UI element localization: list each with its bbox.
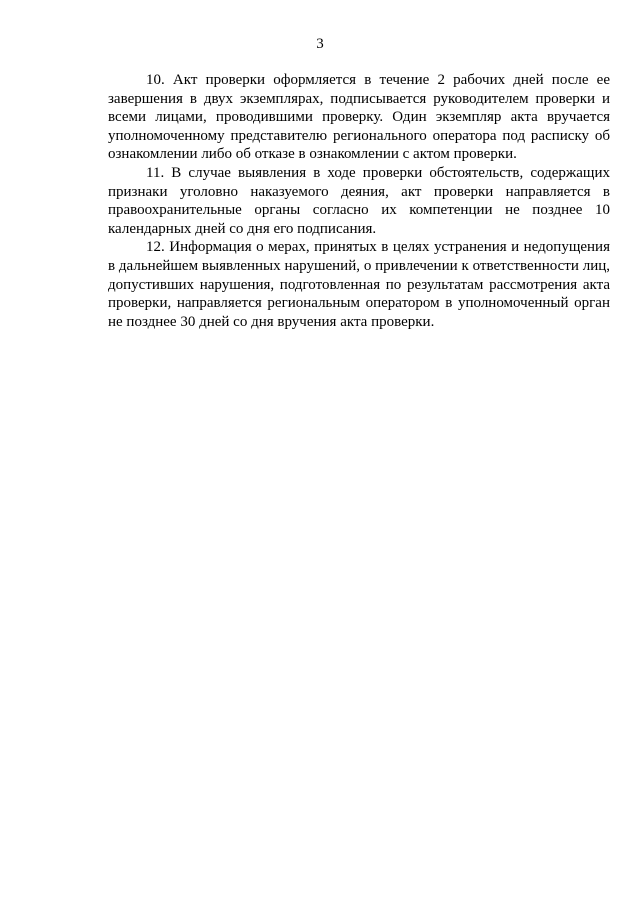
document-body: [108, 71, 610, 331]
paragraph-12: 12. Информация о мерах, принятых в целях устранения и недопущения в дальнейшем выявленных нарушений, о привлечении к ответственности лиц, допустивших нарушения, подготовленная по результатам рассмотрения акта проверки, направляется региональным оператором в уполномоченный орган не позднее 30 дней со дня вручения акта проверки.: [108, 239, 610, 330]
paragraph-11: 11. В случае выявления в ходе проверки обстоятельств, содержащих признаки уголовно наказуемого деяния, акт проверки направляется в правоохранительные органы согласно их компетенции не позднее 10 календарных дней со дня его подписания.: [108, 164, 610, 237]
paragraph-10: 10. Акт проверки оформляется в течение 2 рабочих дней после ее завершения в двух экземплярах, подписывается руководителем проверки и всеми лицами, проводившими проверку. Один экземпляр акта вручается уполномоченному представителю регионального оператора под расписку об ознакомлении либо об отказе в ознакомлении с актом проверки.: [108, 72, 610, 163]
page-number: 3: [316, 36, 324, 52]
